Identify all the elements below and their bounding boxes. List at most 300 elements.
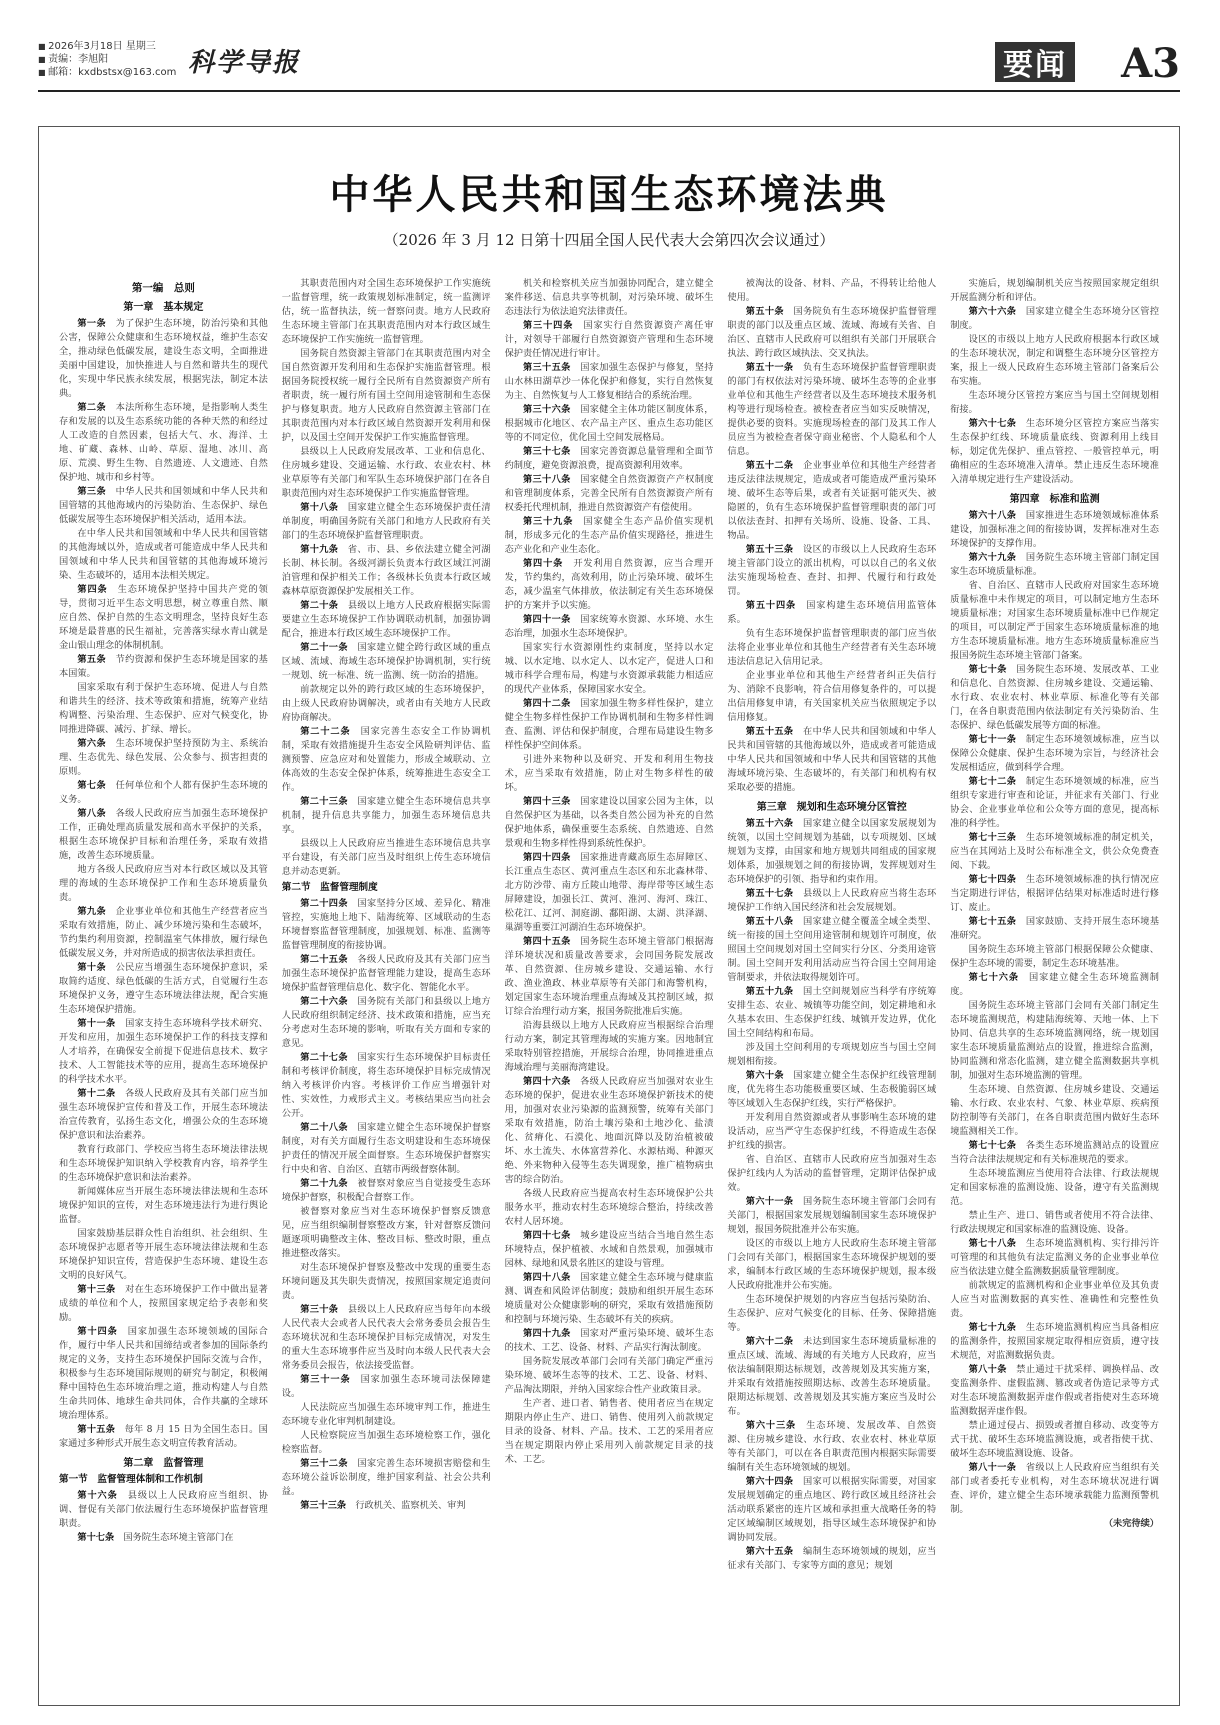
paragraph-text: 国家健全生态产品价值实现机制，形成多元化的生态产品价值实现路径，推进生态产业化和产业生态化。 — [504, 516, 714, 555]
paragraph-text: 涉及国土空间利用的专项规划应当与国土空间规划相衔接。 — [727, 1042, 937, 1067]
article-paragraph — [59, 1325, 268, 1423]
paragraph-text: 每年 8 月 15 日为全国生态日。国家通过多种形式开展生态文明宣传教育活动。 — [59, 1424, 268, 1449]
article-number: 第六十七条 — [968, 418, 1017, 429]
article-paragraph — [950, 775, 1159, 831]
paragraph-text: 各级人民政府及其有关部门应当加强生态环境保护宣传和普及工作，开展生态环境法治宣传教育，弘扬生态文化，增强公众的生态环境保护意识和法治素养。 — [59, 1088, 268, 1141]
article-paragraph — [950, 943, 1159, 971]
article-paragraph — [950, 1209, 1159, 1237]
paragraph-text: 国家实行水资源刚性约束制度，坚持以水定城、以水定地、以水定人、以水定产，促进人口和城市科学合理布局，构建与水资源承载能力相适应的现代产业体系，保障国家水安全。 — [504, 642, 714, 695]
article-paragraph — [282, 1261, 491, 1303]
paragraph-text: 国家鼓励基层群众性自治组织、社会组织、生态环境保护志愿者等开展生态环境法律法规和生态环境保护知识宣传，营造保护生态环境、建设生态文明的良好风气。 — [59, 1228, 268, 1281]
article-paragraph — [59, 961, 268, 1017]
paragraph-text: 县级以上地方人民政府根据实际需要建立生态环境保护工作协调联动机制，加强协调配合，推进本行政区域生态环境保护工作。 — [281, 600, 491, 639]
paragraph-text: 新闻媒体应当开展生态环境法律法规和生态环境保护知识的宣传，对生态环境违法行为进行舆论监督。 — [59, 1186, 268, 1225]
paragraph-text: 实施后，规划编制机关应当按照国家规定组织开展监测分析和评估。 — [950, 278, 1159, 303]
paragraph-text: 国家建立健全生态环境与健康监测、调查和风险评估制度；鼓励和组织开展生态环境质量对公众健康影响的研究，采取有效措施预防和控制与环境污染、生态破坏有关的疾病。 — [504, 1272, 714, 1325]
paragraph-text: 编制生态环境领域的规划，应当征求有关部门、专家等方面的意见；规划 — [727, 1546, 937, 1571]
article-number: 第五十九条 — [745, 986, 794, 997]
article-paragraph — [59, 1531, 268, 1545]
chapter-heading: 第三章 规划和生态环境分区管控 — [756, 802, 907, 813]
article-paragraph — [950, 509, 1159, 551]
article-number: 第二十一条 — [300, 642, 348, 653]
article-number: 第六十五条 — [745, 1546, 794, 1557]
article-number: 第四十七条 — [522, 1230, 571, 1241]
article-number: 第五十一条 — [745, 362, 794, 373]
paragraph-text: 国务院负有生态环境保护监督管理职责的部门以及重点区域、流域、海域有关省、自治区、直辖市人民政府可以组织有关部门开展联合执法、跨行政区域执法、交叉执法。 — [727, 306, 937, 359]
article-paragraph — [950, 1167, 1159, 1209]
article-paragraph — [505, 361, 714, 403]
article-paragraph — [282, 1177, 491, 1205]
article-number: 第五十八条 — [745, 916, 794, 927]
article-number: 第五条 — [77, 654, 107, 665]
paragraph-text: 生态环境分区管控方案应当与国土空间规划相衔接。 — [950, 390, 1159, 415]
paragraph-text: 机关和检察机关应当加强协同配合，建立健全案件移送、信息共享等机制，对污染环境、破坏生态违法行为依法追究法律责任。 — [504, 278, 714, 317]
article-frame — [38, 126, 1180, 1706]
paragraph-text: 开发利用自然资源或者从事影响生态环境的建设活动，应当严守生态保护红线，不得造成生态保护红线的损害。 — [727, 1112, 937, 1151]
paragraph-text: 生态环境监测应当使用符合法律、行政法规规定和国家标准的监测设施、设备，遵守有关监测规范。 — [950, 1168, 1159, 1207]
article-number: 第十五条 — [77, 1424, 116, 1435]
paragraph-text: 生态环境保护坚持预防为主、系统治理、生态优先、绿色发展、公众参与、损害担责的原则。 — [59, 738, 268, 777]
article-number: 第六十九条 — [968, 552, 1017, 563]
article-paragraph — [505, 1355, 714, 1397]
article-number: 第三十条 — [300, 1304, 339, 1315]
article-number: 第六十八条 — [968, 510, 1017, 521]
editor-line: ■ 责编：李旭阳 — [38, 53, 176, 66]
article-number: 第四十五条 — [522, 936, 571, 947]
article-paragraph — [282, 1457, 491, 1499]
text-column-3 — [505, 277, 714, 1697]
article-paragraph — [505, 1327, 714, 1355]
article-paragraph — [59, 1185, 268, 1227]
article-number: 第二十九条 — [300, 1178, 348, 1189]
article-number: 第三十九条 — [522, 516, 574, 527]
paragraph-text: 各级人民政府应当加强对农业生态环境的保护，促进农业生态环境保护新技术的使用，加强对农业污染源的监测预警，统筹有关部门采取有效措施，防治土壤污染和土地沙化、盐渍化、贫瘠化、石漠化、地面沉降以及防治植被破坏、水土流失、水体富营养化、水源枯竭、种源灭绝、外来物种入侵等生态失调现象，推广植物病虫害的综合防治。 — [504, 1076, 714, 1185]
article-paragraph — [59, 1283, 268, 1325]
article-number: 第六十一条 — [745, 1196, 794, 1207]
article-number: 第二十五条 — [300, 954, 348, 965]
article-number: 第二十二条 — [300, 726, 351, 737]
newspaper-masthead: 科学导报 — [188, 48, 301, 78]
paragraph-text: 国家建立健全生态环境监测制度。 — [950, 972, 1159, 997]
article-paragraph — [727, 817, 936, 887]
article-paragraph — [727, 627, 936, 669]
page-header — [38, 40, 1180, 92]
article-number: 第七条 — [77, 780, 107, 791]
article-number: 第二十六条 — [300, 996, 348, 1007]
article-number: 第三十二条 — [300, 1458, 348, 1469]
paragraph-text: 沿海县级以上地方人民政府应当根据综合治理行动方案，制定其管理海域的实施方案。因地制宜采取特别管控措施，开展综合治理，协同推进重点海域治理与美丽海湾建设。 — [504, 1020, 714, 1073]
article-paragraph — [950, 305, 1159, 333]
paragraph-text: 国家加强生态保护与修复，坚持山水林田湖草沙一体化保护和修复，实行自然恢复为主、自然恢复与人工修复相结合的系统治理。 — [504, 362, 714, 401]
article-number: 第七十条 — [968, 664, 1007, 675]
article-paragraph — [950, 389, 1159, 417]
article-paragraph — [282, 445, 491, 501]
article-paragraph — [505, 557, 714, 613]
paragraph-text: 为了保护生态环境，防治污染和其他公害，保障公众健康和生态环境权益，维护生态安全，推动绿色低碳发展，建设生态文明，全面推进美丽中国建设，加快推进人与自然和谐共生的现代化，实现中华民族永续发展，根据宪法，制定本法典。 — [59, 318, 268, 399]
article-paragraph — [727, 277, 936, 305]
article-number: 第三十七条 — [522, 446, 571, 457]
paragraph-text: 国家加强生物多样性保护，建立健全生物多样性保护工作协调机制和生物多样性调查、监测、评估和保护制度，合理布局建设生物多样性保护空间体系。 — [504, 698, 714, 751]
issue-date: ■ 2026年3月18日 星期三 — [38, 40, 176, 53]
article-number: 第六十四条 — [745, 1476, 794, 1487]
paragraph-text: 生态环境监测机构、实行排污许可管理的和其他负有法定监测义务的企业事业单位应当依法建立健全监测数据质量管理制度。 — [950, 1238, 1159, 1277]
article-paragraph — [282, 725, 491, 795]
paragraph-text: 设区的市级以上地方人民政府根据本行政区域的生态环境状况，制定和调整生态环境分区管控方案，报上一级人民政府生态环境主管部门备案后公布实施。 — [950, 334, 1159, 387]
continued-note: （未完待续） — [1103, 1518, 1159, 1529]
article-paragraph — [282, 501, 491, 543]
article-number: 第七十九条 — [968, 1322, 1017, 1333]
article-paragraph — [282, 1303, 491, 1373]
article-number: 第七十四条 — [968, 874, 1017, 885]
article-paragraph — [59, 1017, 268, 1087]
paragraph-text: 县级以上人民政府应当每年向本级人民代表大会或者人民代表大会常务委员会报告生态环境状况和生态环境保护目标完成情况，对发生的重大生态环境事件应当及时向本级人民代表大会常务委员会报告，依法接受监督。 — [281, 1304, 491, 1371]
article-number: 第五十条 — [745, 306, 784, 317]
paragraph-text: 各级人民政府及其有关部门应当加强生态环境保护监督管理能力建设，提高生态环境保护监督管理信息化、数字化、智能化水平。 — [281, 954, 491, 993]
article-number: 第四十六条 — [522, 1076, 571, 1087]
paragraph-text: 中华人民共和国领域和中华人民共和国管辖的其他海域内的污染防治、生态保护、绿色低碳发展等生态环境保护相关活动，适用本法。 — [59, 486, 268, 525]
article-paragraph — [505, 319, 714, 361]
article-number: 第十一条 — [77, 1018, 116, 1029]
article-number: 第二十条 — [300, 600, 339, 611]
paragraph-text: 国务院生态环境、发展改革、工业和信息化、自然资源、住房城乡建设、交通运输、水行政、农业农村、林业草原、标准化等有关部门，在各自职责范围内依法制定有关污染防治、生态保护、绿色低碳发展等方面的标准。 — [950, 664, 1159, 731]
paragraph-text: 国家建立健全覆盖全域全类型、统一衔接的国土空间用途管制和规划许可制度，依照国土空间规划对国土空间实行分区、分类用途管制。国土空间开发利用活动应当符合国土空间用途管制要求，并依法取得规划许可。 — [727, 916, 937, 983]
paragraph-text: 国家建立健全生态环境保护责任清单制度，明确国务院有关部门和地方人民政府有关部门的生态环境保护监督管理职责。 — [281, 502, 491, 541]
article-paragraph — [727, 1419, 936, 1475]
article-number: 第三十五条 — [522, 362, 571, 373]
article-paragraph — [505, 1019, 714, 1075]
section-heading: 第一节 监督管理体制和工作机制 — [59, 1474, 203, 1485]
paragraph-text: 禁止通过干扰采样、调换样品、改变监测条件、虚假监测、篡改或者伪造记录等方式对生态环境监测数据弄虚作假或者指使对生态环境监测数据弄虚作假。 — [950, 1364, 1159, 1417]
article-number: 第十条 — [77, 962, 107, 973]
article-number: 第五十七条 — [745, 888, 794, 899]
article-paragraph — [59, 1227, 268, 1283]
article-paragraph — [950, 873, 1159, 915]
article-number: 第十九条 — [300, 544, 339, 555]
paragraph-text: 制定生态环境领域的标准，应当组织专家进行审查和论证，并征求有关部门、行业协会、企业事业单位和公众等方面的意见，提高标准的科学性。 — [950, 776, 1159, 829]
article-paragraph — [505, 515, 714, 557]
article-paragraph — [727, 1111, 936, 1153]
article-columns — [59, 277, 1159, 1697]
article-number: 第二十四条 — [300, 898, 348, 909]
paragraph-text: 负有生态环境保护监督管理职责的部门有权依法对污染环境、破坏生态等的企业事业单位和其他生产经营者以及生态环境技术服务机构等进行现场检查。被检查者应当如实反映情况，提供必要的资料。实施现场检查的部门及其工作人员应当为被检查者保守商业秘密、个人隐私和个人信息。 — [727, 362, 937, 457]
article-paragraph — [282, 1429, 491, 1457]
article-paragraph — [282, 277, 491, 347]
paragraph-text: 生态环境分区管控方案应当落实生态保护红线、环境质量底线、资源利用上线目标，划定优先保护、重点管控、一般管控单元，明确相应的生态环境准入清单。禁止违反生态环境准入清单规定进行生产建设活动。 — [950, 418, 1159, 485]
paragraph-text: 各级人民政府应当加强生态环境保护工作，正确处理高质量发展和高水平保护的关系，根据生态环境保护目标和治理任务，采取有效措施，改善生态环境质量。 — [59, 808, 268, 861]
article-paragraph — [282, 795, 491, 837]
article-paragraph — [505, 473, 714, 515]
article-number: 第七十七条 — [968, 1140, 1017, 1151]
paragraph-text: 国务院生态环境主管部门根据海洋环境状况和质量改善要求，会同国务院发展改革、自然资源、住房城乡建设、交通运输、水行政、渔业渔政、林业草原等有关部门和海警机构，划定国家生态环境治理重点海域及其控制区域，拟订综合治理行动方案，报国务院批准后实施。 — [504, 936, 714, 1017]
article-paragraph — [505, 1271, 714, 1327]
paragraph-text: 国家可以根据实际需要，对国家发展规划确定的重点地区、跨行政区域且经济社会活动联系紧密的连片区域和承担重大战略任务的特定区域编制区域规划，指导区域生态环境保护和协调协同发展。 — [727, 1476, 937, 1543]
paragraph-text: 禁止通过侵占、损毁或者擅自移动、改变等方式干扰、破坏生态环境监测设施，或者指使干扰、破坏生态环境监测设施、设备。 — [950, 1420, 1159, 1459]
article-number: 第七十六条 — [968, 972, 1019, 983]
article-paragraph — [59, 737, 268, 779]
article-paragraph — [727, 887, 936, 915]
article-paragraph — [950, 579, 1159, 663]
paragraph-text: 国家建立健全生态环境信息共享机制，提升信息共享能力，加强生态环境信息共享。 — [281, 796, 491, 835]
article-paragraph — [505, 641, 714, 697]
paragraph-text: 企业事业单位和其他生产经营者违反法律法规规定，造成或者可能造成严重污染环境、破坏生态等后果，或者有关证据可能灭失、被隐匿的，负有生态环境保护监督管理职责的部门可以依法查封、扣押有关场所、设施、设备、工具、物品。 — [727, 460, 937, 541]
article-paragraph — [59, 1087, 268, 1143]
article-paragraph — [505, 613, 714, 641]
paragraph-text: 未达到国家生态环境质量标准的重点区域、流域、海域的有关地方人民政府，应当依法编制限期达标规划，改善规划及其实施方案，并采取有效措施按照期达标、改善生态环境质量。限期达标规划、改善规划及其实施方案应当及时公布。 — [727, 1336, 937, 1417]
paragraph-text: 省、自治区、直辖市人民政府对国家生态环境质量标准中未作规定的项目，可以制定地方生态环境质量标准；对国家生态环境质量标准中已作规定的项目，可以制定严于国家生态环境质量标准的地方生态环境质量标准。地方生态环境质量标准应当报国务院生态环境主管部门备案。 — [950, 580, 1159, 661]
paragraph-text: 被督察对象应当自觉接受生态环境保护督察，积极配合督察工作。 — [281, 1178, 491, 1203]
article-number: 第四条 — [77, 584, 108, 595]
article-paragraph — [282, 1121, 491, 1177]
article-paragraph — [505, 445, 714, 473]
article-number: 第一条 — [77, 318, 107, 329]
article-paragraph — [59, 317, 268, 401]
paragraph-text: 国家加强生态环境领域的国际合作，履行中华人民共和国缔结或者参加的国际条约规定的义务，支持生态环境保护国际交流与合作，积极参与生态环境国际规则的研究与制定，积极阐释中国特色生态环境治理之道，推动构建人与自然生命共同体、地球生命共同体，合作共赢的全球环境治理体系。 — [59, 1326, 268, 1421]
article-paragraph — [505, 277, 714, 319]
article-number: 第八十条 — [968, 1364, 1007, 1375]
article-paragraph — [950, 831, 1159, 873]
article-paragraph — [727, 1335, 936, 1419]
article-paragraph — [950, 1139, 1159, 1167]
article-number: 第七十三条 — [968, 832, 1017, 843]
article-number: 第五十五条 — [745, 726, 794, 737]
article-paragraph — [727, 1069, 936, 1111]
paragraph-text: 国家完善生态安全工作协调机制，采取有效措施提升生态安全风险研判评估、监测预警、应急应对和处置能力，形成全域联动、立体高效的生态安全保护体系，统筹推进生态安全工作。 — [281, 726, 491, 793]
paragraph-text: 国家健全自然资源资产产权制度和管理制度体系，完善全民所有自然资源资产所有权委托代理机制，推进自然资源资产有偿使用。 — [504, 474, 714, 513]
article-paragraph — [950, 333, 1159, 389]
article-paragraph — [282, 995, 491, 1051]
article-paragraph — [59, 485, 268, 527]
article-number: 第三条 — [77, 486, 107, 497]
paragraph-text: 前款规定的监测机构和企业事业单位及其负责人应当对监测数据的真实性、准确性和完整性负责。 — [950, 1280, 1159, 1319]
article-paragraph — [282, 599, 491, 641]
article-number: 第十七条 — [77, 1532, 115, 1543]
paragraph-text: 节约资源和保护生态环境是国家的基本国策。 — [59, 654, 268, 679]
paragraph-text: 对在生态环境保护工作中做出显著成绩的单位和个人，按照国家规定给予表彰和奖励。 — [59, 1284, 268, 1323]
article-paragraph — [950, 1237, 1159, 1279]
article-number: 第六条 — [77, 738, 107, 749]
article-number: 第四十二条 — [522, 698, 571, 709]
article-paragraph — [727, 305, 936, 361]
article-number: 第七十五条 — [968, 916, 1017, 927]
paragraph-text: 国家健全主体功能区制度体系，根据城市化地区、农产品主产区、重点生态功能区等的不同定位，优化国土空间发展格局。 — [504, 404, 714, 443]
article-number: 第四十九条 — [522, 1328, 571, 1339]
article-number: 第四十八条 — [522, 1272, 571, 1283]
paragraph-text: 生态环境领域标准的制定机关，应当在其网站上及时公布标准全文，供公众免费查阅、下载。 — [950, 832, 1159, 871]
article-number: 第七十一条 — [968, 734, 1017, 745]
article-paragraph — [505, 795, 714, 851]
section-heading: 第二节 监督管理制度 — [281, 882, 378, 893]
article-paragraph — [950, 1083, 1159, 1139]
paragraph-text: 国家建立健全以国家发展规划为统领，以国土空间规划为基础，以专项规划、区域规划为支撑，由国家和地方规划共同组成的国家规划体系，加强规划之间的衔接协调，发挥规划对生态环境保护的引领、指导和约束作用。 — [727, 818, 937, 885]
article-number: 第二十八条 — [300, 1122, 348, 1133]
paragraph-text: 在中华人民共和国领域和中华人民共和国管辖的其他海域以外，造成或者可能造成中华人民共和国领域和中华人民共和国管辖的其他海域环境污染、生态破坏的，有关部门和机构有权采取必要的措施。 — [727, 726, 937, 793]
article-paragraph — [727, 669, 936, 725]
article-number: 第六十条 — [745, 1070, 784, 1081]
paragraph-text: 企业事业单位和其他生产经营者应当采取有效措施，防止、减少环境污染和生态破坏，节约集约利用资源，控制温室气体排放，履行绿色低碳发展义务，并对所造成的损害依法承担责任。 — [59, 906, 268, 959]
paragraph-text: 在中华人民共和国领域和中华人民共和国管辖的其他海域以外，造成或者可能造成中华人民共和国领域和中华人民共和国管辖的其他海域环境污染、生态破坏的，适用本法相关规定。 — [59, 528, 268, 581]
article-paragraph — [727, 361, 936, 459]
article-title: 中华人民共和国生态环境法典 — [329, 172, 889, 218]
article-number: 第四十三条 — [522, 796, 571, 807]
paragraph-text: 国家推进生态环境领域标准体系建设，加强标准之间的衔接协调，发挥标准对生态环境保护的支撑作用。 — [950, 510, 1159, 549]
article-paragraph — [282, 1401, 491, 1429]
article-paragraph — [727, 1475, 936, 1545]
paragraph-text: 国务院有关部门和县级以上地方人民政府组织制定经济、技术政策和措施，应当充分考虑对生态环境的影响，听取有关方面和专家的意见。 — [281, 996, 491, 1049]
paragraph-text: 国务院生态环境主管部门制定国家生态环境质量标准。 — [950, 552, 1159, 577]
text-column-1 — [59, 277, 268, 1697]
article-paragraph — [950, 1279, 1159, 1321]
paragraph-text: 设区的市级以上地方人民政府生态环境主管部门会同有关部门，根据国家生态环境保护规划的要求，编制本行政区域的生态环境保护规划，报本级人民政府批准并公布实施。 — [727, 1238, 937, 1291]
text-column-2 — [282, 277, 491, 1697]
paragraph-text: 人民法院应当加强生态环境审判工作，推进生态环境专业化审判机制建设。 — [281, 1402, 491, 1427]
chapter-heading: 第二章 监督管理 — [123, 1458, 204, 1469]
article-paragraph — [59, 905, 268, 961]
paragraph-text: 国土空间规划应当科学有序统筹安排生态、农业、城镇等功能空间，划定耕地和永久基本农田、生态保护红线、城镇开发边界，优化国土空间结构和布局。 — [727, 986, 937, 1039]
paragraph-text: 国务院生态环境主管部门会同有关部门，根据国家发展规划编制国家生态环境保护规划，报国务院批准并公布实施。 — [727, 1196, 937, 1235]
paragraph-text: 省、自治区、直辖市人民政府应当加强对生态保护红线内人为活动的监督管理，定期评估保护成效。 — [727, 1154, 937, 1193]
article-paragraph — [950, 1461, 1159, 1517]
article-paragraph — [950, 551, 1159, 579]
paragraph-text: 国家建立健全跨行政区域的重点区域、流域、海域生态环境保护协调机制，实行统一规划、统一标准、统一监测、统一防治的措施。 — [281, 642, 491, 681]
paragraph-text: 国家完善资源总量管理和全面节约制度，避免资源浪费，提高资源利用效率。 — [504, 446, 714, 471]
article-paragraph — [950, 1321, 1159, 1363]
paragraph-text: 被督察对象应当对生态环境保护督察反馈意见，应当组织编制督察整改方案，针对督察反馈问题逐项明确整改主体、整改目标、整改时限，重点推进整改落实。 — [281, 1206, 491, 1259]
article-number: 第四十一条 — [522, 614, 571, 625]
paragraph-text: 生态环境、发展改革、自然资源、住房城乡建设、水行政、农业农村、林业草原等有关部门，可以在各自职责范围内根据实际需要编制有关生态环境领域的规划。 — [727, 1420, 937, 1473]
article-number: 第五十六条 — [745, 818, 794, 829]
paragraph-text: 国务院发展改革部门会同有关部门确定严重污染环境、破坏生态等的技术、工艺、设备、材料、产品淘汰期限，并纳入国家综合性产业政策目录。 — [504, 1356, 714, 1395]
paragraph-text: 开发利用自然资源，应当合理开发，节约集约，高效利用，防止污染环境、破坏生态，减少温室气体排放，依法制定有关生态环境保护的方案并予以实施。 — [504, 558, 714, 611]
paragraph-text: 教育行政部门、学校应当将生态环境法律法规和生态环境保护知识纳入学校教育内容，培养学生的生态环境保护意识和法治素养。 — [59, 1144, 268, 1183]
article-paragraph — [505, 1397, 714, 1467]
part-heading: 第一编 总则 — [131, 282, 195, 294]
article-number: 第五十三条 — [745, 544, 794, 555]
article-number: 第四十条 — [522, 558, 564, 569]
page-number: A3 — [1121, 40, 1180, 87]
paragraph-text: 设区的市级以上人民政府生态环境主管部门设立的派出机构，可以以自己的名义依法实施现场检查、查封、扣押、代履行和行政处罚。 — [727, 544, 937, 597]
article-paragraph — [59, 779, 268, 807]
paragraph-text: 生产者、进口者、销售者、使用者应当在规定期限内停止生产、进口、销售、使用列入前款规定目录的设备、材料、产品。技术、工艺的采用者应当在规定期限内停止采用列入前款规定目录的技术、工艺。 — [504, 1398, 714, 1465]
paragraph-text: 生态环境保护规划的内容应当包括污染防治、生态保护、应对气候变化的目标、任务、保障措施等。 — [727, 1294, 937, 1333]
article-number: 第三十六条 — [522, 404, 571, 415]
paragraph-text: 地方各级人民政府应当对本行政区域以及其管理的海域的生态环境保护工作和生态环境质量负责。 — [59, 864, 268, 903]
paragraph-text: 国家坚持分区域、差异化、精准管控，实施地上地下、陆海统筹、区域联动的生态环境督察监督管理制度，加强规划、标准、监测等监督管理制度的衔接协调。 — [281, 898, 491, 951]
article-number: 第三十三条 — [300, 1500, 347, 1511]
paragraph-text: 各类生态环境监测站点的设置应当符合法律法规规定和有关标准规范的要求。 — [950, 1140, 1159, 1165]
article-number: 第三十一条 — [300, 1374, 351, 1385]
article-paragraph — [59, 401, 268, 485]
paragraph-text: 生态环境保护坚持中国共产党的领导，贯彻习近平生态文明思想，树立尊重自然、顺应自然、保护自然的生态文明理念，坚持良好生态环境是最普惠的民生福祉，完善落实绿水青山就是金山银山理念的体制机制。 — [59, 584, 268, 651]
article-paragraph — [505, 1187, 714, 1229]
article-paragraph — [950, 971, 1159, 999]
article-number: 第二十七条 — [300, 1052, 348, 1063]
article-number: 第三十四条 — [522, 320, 574, 331]
paragraph-text: 国家推进青藏高原生态屏障区、长江重点生态区、黄河重点生态区和东北森林带、北方防沙带、南方丘陵山地带、海岸带等区域生态屏障建设，加强长江、黄河、淮河、海河、珠江、松花江、辽河、洞庭湖、鄱阳湖、太湖、洪泽湖、巢湖等重要江河湖泊生态环境保护。 — [504, 852, 714, 933]
paragraph-text: 公民应当增强生态环境保护意识，采取简约适度、绿色低碳的生活方式，自觉履行生态环境保护义务，遵守生态环境法律法规，配合实施生态环境保护措施。 — [59, 962, 268, 1015]
paragraph-text: 禁止生产、进口、销售或者使用不符合法律、行政法规规定和国家标准的监测设施、设备。 — [950, 1210, 1159, 1235]
article-paragraph — [727, 1041, 936, 1069]
email-line: ■ 邮箱：kxdbstsx@163.com — [38, 66, 176, 79]
article-paragraph — [505, 1229, 714, 1271]
paragraph-text: 对生态环境保护督察及整改中发现的重要生态环境问题及其失职失责情况，按照国家规定追责问责。 — [281, 1262, 491, 1301]
paragraph-text: 其职责范围内对全国生态环境保护工作实施统一监督管理，统一政策规划标准制定，统一监测评估，统一监督执法，统一督察问责。地方人民政府生态环境主管部门在其职责范围内对本行政区域生态环境保护工作实施统一监督管理。 — [281, 278, 491, 345]
paragraph-text: 省级以上人民政府应当组织有关部门或者委托专业机构，对生态环境状况进行调查、评价，建立健全生态环境承载能力监测预警机制。 — [950, 1462, 1159, 1515]
article-paragraph — [59, 583, 268, 653]
paragraph-text: 生态环境、自然资源、住房城乡建设、交通运输、水行政、农业农村、气象、林业草原、疾病预防控制等有关部门，在各自职责范围内做好生态环境监测相关工作。 — [950, 1084, 1159, 1137]
article-paragraph — [505, 753, 714, 795]
paragraph-text: 县级以上人民政府发展改革、工业和信息化、住房城乡建设、交通运输、水行政、农业农村、林业草原等有关部门和军队生态环境保护部门在各自职责范围内对生态环境保护工作实施监督管理。 — [281, 446, 491, 499]
article-number: 第六十三条 — [745, 1420, 797, 1431]
article-number: 第六十二条 — [745, 1336, 794, 1347]
paragraph-text: 国务院生态环境主管部门根据保障公众健康、保护生态环境的需要，制定生态环境基准。 — [950, 944, 1159, 969]
article-paragraph — [282, 1373, 491, 1401]
article-paragraph — [282, 837, 491, 879]
article-number: 第十八条 — [300, 502, 339, 513]
paragraph-text: 国家支持生态环境科学技术研究、开发和应用，加强生态环境保护工作的科技支撑和人才培养，在确保安全前提下促进信息技术、数字技术、人工智能技术等的应用，提高生态环境保护的科学技术水平。 — [59, 1018, 268, 1085]
article-number: 第二十三条 — [300, 796, 348, 807]
chapter-heading: 第一章 基本规定 — [123, 302, 204, 313]
paragraph-text: 城乡建设应当结合当地自然生态环境特点，保护植被、水域和自然景观，加强城市园林、绿地和风景名胜区的建设与管理。 — [504, 1230, 714, 1269]
article-number: 第十二条 — [77, 1088, 116, 1099]
paragraph-text: 国务院自然资源主管部门在其职责范围内对全国自然资源开发利用和生态保护实施监督管理。根据国务院授权统一履行全民所有自然资源资产所有者职责，统一履行所有国土空间用途管制和生态保护与修复职责。地方人民政府自然资源主管部门在其职责范围内对本行政区域自然资源开发利用和保护，以及国土空间开发保护工作实施监督管理。 — [281, 348, 491, 443]
article-number: 第五十二条 — [745, 460, 794, 471]
article-paragraph — [505, 1075, 714, 1187]
paragraph-text: 国家实行生态环境保护目标责任制和考核评价制度，将生态环境保护目标完成情况纳入考核评价内容。考核评价工作应当增强针对性、实效性，力戒形式主义。考核结果应当向社会公开。 — [281, 1052, 491, 1119]
article-paragraph — [59, 1489, 268, 1531]
article-paragraph — [727, 985, 936, 1041]
article-paragraph — [727, 725, 936, 795]
article-paragraph — [727, 1153, 936, 1195]
paragraph-text: 国家建立健全生态环境保护督察制度，对有关方面履行生态文明建设和生态环境保护责任的情况开展全面督察。生态环境保护督察实行中央和省、自治区、直辖市两级督察体制。 — [281, 1122, 491, 1175]
paragraph-text: 国家建设以国家公园为主体，以自然保护区为基础，以各类自然公园为补充的自然保护地体系，确保重要生态系统、自然遗迹、自然景观和生物多样性得到系统性保护。 — [504, 796, 714, 849]
paragraph-text: 国家对严重污染环境、破坏生态的技术、工艺、设备、材料、产品实行淘汰制度。 — [504, 1328, 714, 1353]
article-paragraph — [727, 1195, 936, 1237]
article-paragraph — [282, 1499, 491, 1513]
paragraph-text: 国务院生态环境主管部门会同有关部门制定生态环境监测规范，构建陆海统筹、天地一体、上下协同、信息共享的生态环境监测网络，统一规划国家生态环境质量监测站点的设置，推进综合监测，协同监测和常态化监测，建立健全监测数据共享机制，加强对生态环境监测的管理。 — [950, 1000, 1159, 1081]
issue-meta — [38, 40, 176, 79]
paragraph-text: 国家完善生态环境损害赔偿和生态环境公益诉讼制度，维护国家利益、社会公共利益。 — [281, 1458, 491, 1497]
article-paragraph — [282, 897, 491, 953]
article-paragraph — [505, 851, 714, 935]
chapter-heading: 第四章 标准和监测 — [1009, 494, 1100, 505]
article-paragraph — [727, 1237, 936, 1293]
article-paragraph — [59, 1143, 268, 1185]
article-paragraph — [950, 417, 1159, 487]
paragraph-text: 国家建立健全生态环境分区管控制度。 — [950, 306, 1159, 331]
article-number: 第四十四条 — [522, 852, 571, 863]
article-number: 第七十八条 — [968, 1238, 1017, 1249]
paragraph-text: 行政机关、监察机关、审判 — [355, 1500, 466, 1511]
article-paragraph — [950, 733, 1159, 775]
paragraph-text: 国家构建生态环境信用监管体系。 — [727, 600, 937, 625]
paragraph-text: 县级以上人民政府应当组织、协调、督促有关部门依法履行生态环境保护监督管理职责。 — [59, 1490, 268, 1529]
article-paragraph — [727, 459, 936, 543]
paragraph-text: 生态环境监测机构应当具备相应的监测条件，按照国家规定取得相应资质，遵守技术规范，对监测数据负责。 — [950, 1322, 1159, 1361]
article-paragraph — [59, 863, 268, 905]
paragraph-text: 国家实行自然资源资产离任审计，对领导干部履行自然资源资产管理和生态环境保护责任情况进行审计。 — [504, 320, 714, 359]
article-paragraph — [282, 347, 491, 445]
article-paragraph — [505, 935, 714, 1019]
article-number: 第九条 — [77, 906, 107, 917]
article-paragraph — [950, 1419, 1159, 1461]
paragraph-text: 国家统筹水资源、水环境、水生态治理，加强水生态环境保护。 — [504, 614, 714, 639]
paragraph-text: 企业事业单位和其他生产经营者纠正失信行为、消除不良影响，符合信用修复条件的，可以提出信用修复申请，有关国家机关应当依照规定予以信用修复。 — [727, 670, 937, 723]
article-paragraph — [727, 599, 936, 627]
article-number: 第十六条 — [77, 1490, 118, 1501]
paragraph-text: 负有生态环境保护监督管理职责的部门应当依法将企业事业单位和其他生产经营者有关生态环境违法信息记入信用记录。 — [727, 628, 937, 667]
paragraph-text: 国务院生态环境主管部门在 — [123, 1532, 234, 1543]
article-number: 第七十二条 — [968, 776, 1017, 787]
